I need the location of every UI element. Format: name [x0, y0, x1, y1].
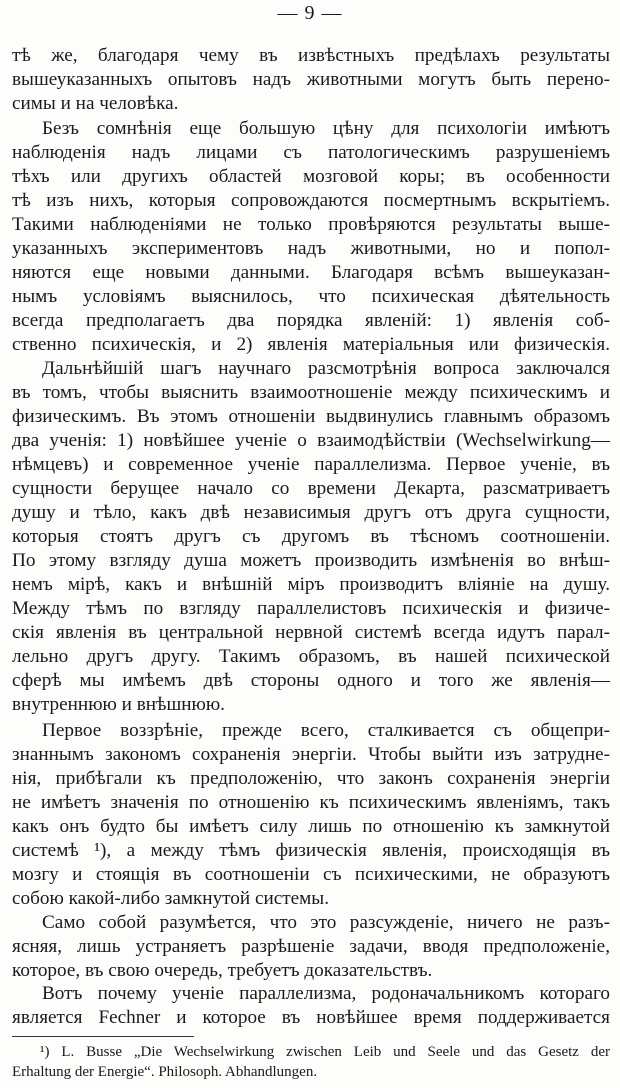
text-line: няются еще новыми данными. Благодаря всѣмъ вышеуказан-	[12, 262, 610, 283]
text-line: симы и на человѣка.	[12, 93, 179, 114]
text-line: указанныхъ экспериментовъ надъ животными, но и попол-	[12, 238, 610, 259]
paragraph-first-line: Первое воззрѣніе, прежде всего, сталкивается съ общепри-	[42, 720, 610, 741]
text-line: собою какой-либо замкнутой системы.	[12, 888, 329, 909]
footnote-divider	[12, 1036, 194, 1037]
text-line: ясняя, лишь устраняетъ разрѣшеніе задачи, вводя предположеніе,	[12, 936, 610, 957]
text-line: системѣ ¹), а между тѣмъ физическія явленія, происходящія въ	[12, 840, 610, 861]
text-line: сущности берущее начало со времени Декарта, разсматриваетъ	[12, 478, 610, 499]
text-line: тѣхъ или другихъ областей мозговой коры; въ особенности	[12, 166, 610, 187]
text-line: нѣмцевъ) и современное ученіе параллелизма. Первое ученіе, въ	[12, 454, 610, 475]
text-line: вышеуказанныхъ опытовъ надъ животными могутъ быть перено-	[12, 69, 610, 90]
paragraph-first-line: Дальнѣйшій шагъ научнаго разсмотрѣнія вопроса заключался	[42, 358, 610, 379]
text-line: Такими наблюденіями не только провѣряются результаты выше-	[12, 214, 610, 235]
text-line: Между тѣмъ по взгляду параллелистовъ психическія и физиче-	[12, 598, 610, 619]
text-line: какъ онъ будто бы имѣетъ силу лишь по отношенію къ замкнутой	[12, 816, 610, 837]
text-line: является Fechner и которое въ новѣйшее время поддерживается	[12, 1007, 610, 1028]
text-line: скія явленія въ центральной нервной системѣ всегда идутъ парал-	[12, 622, 610, 643]
text-line: нія, прибѣгали къ предположенію, что законъ сохраненія энергіи	[12, 768, 610, 789]
text-line: физическимъ. Въ этомъ отношеніи выдвинулись главнымъ образомъ	[12, 406, 610, 427]
paragraph-first-line: Само собой разумѣется, что это разсужденіе, ничего не разъ-	[42, 912, 610, 933]
text-line: мозгу и стоящія въ соотношеніи съ психическими, не образуютъ	[12, 864, 610, 885]
text-line: тѣ же, благодаря чему въ извѣстныхъ предѣлахъ результаты	[12, 45, 610, 66]
paragraph-first-line: Безъ сомнѣнія еще большую цѣну для психологіи имѣютъ	[42, 118, 610, 139]
text-line: знаннымъ закономъ сохраненія энергіи. Чтобы выйти изъ затрудне-	[12, 744, 610, 765]
text-line: По этому взгляду душа можетъ производить измѣненія во внѣш-	[12, 550, 610, 571]
text-line: лельно другъ другу. Такимъ образомъ, въ нашей психической	[12, 646, 610, 667]
text-line: въ томъ, чтобы выяснить взаимоотношеніе между психическимъ и	[12, 382, 610, 403]
text-line: нымъ условіямъ выяснилось, что психическая дѣятельность	[12, 286, 610, 307]
text-line: которое, въ свою очередь, требуетъ доказательствъ.	[12, 960, 433, 981]
page-number: — 9 —	[277, 2, 343, 24]
text-line: немъ мірѣ, какъ и внѣшній міръ производитъ вліяніе на душу.	[12, 574, 610, 595]
text-line: которыя стоятъ другъ съ другомъ въ тѣсномъ соотношеніи.	[12, 526, 610, 547]
text-line: тѣ изъ нихъ, которыя сопровождаются посмертнымъ вскрытіемъ.	[12, 190, 610, 211]
text-line: душу и тѣло, какъ двѣ независимыя другъ отъ друга сущности,	[12, 502, 610, 523]
paragraph-first-line: Вотъ почему ученіе параллелизма, родоначальникомъ котораго	[42, 983, 610, 1004]
text-line: наблюденія надъ лицами съ патологическимъ разрушеніемъ	[12, 142, 610, 163]
footnote-line: ¹) L. Busse „Die Wechselwirkung zwischen Leib und Seele und das Gesetz der	[40, 1044, 610, 1060]
footnote-line: Erhaltung der Energie“. Philosoph. Abhandlungen.	[12, 1064, 318, 1080]
text-line: сферѣ мы имѣемъ двѣ стороны одного и того же явленія—	[12, 670, 610, 691]
text-line: не имѣетъ значенія по отношенію къ психическимъ явленіямъ, такъ	[12, 792, 610, 813]
text-line: два ученія: 1) новѣйшее ученіе о взаимодѣйствіи (Wechselwirkung—	[12, 430, 610, 451]
text-line: внутреннюю и внѣшнюю.	[12, 694, 225, 715]
text-line: ственно психическія, и 2) явленія матеріальныя или физическія.	[12, 334, 610, 355]
text-line: всегда предполагаетъ два порядка явленій: 1) явленія соб-	[12, 310, 610, 331]
